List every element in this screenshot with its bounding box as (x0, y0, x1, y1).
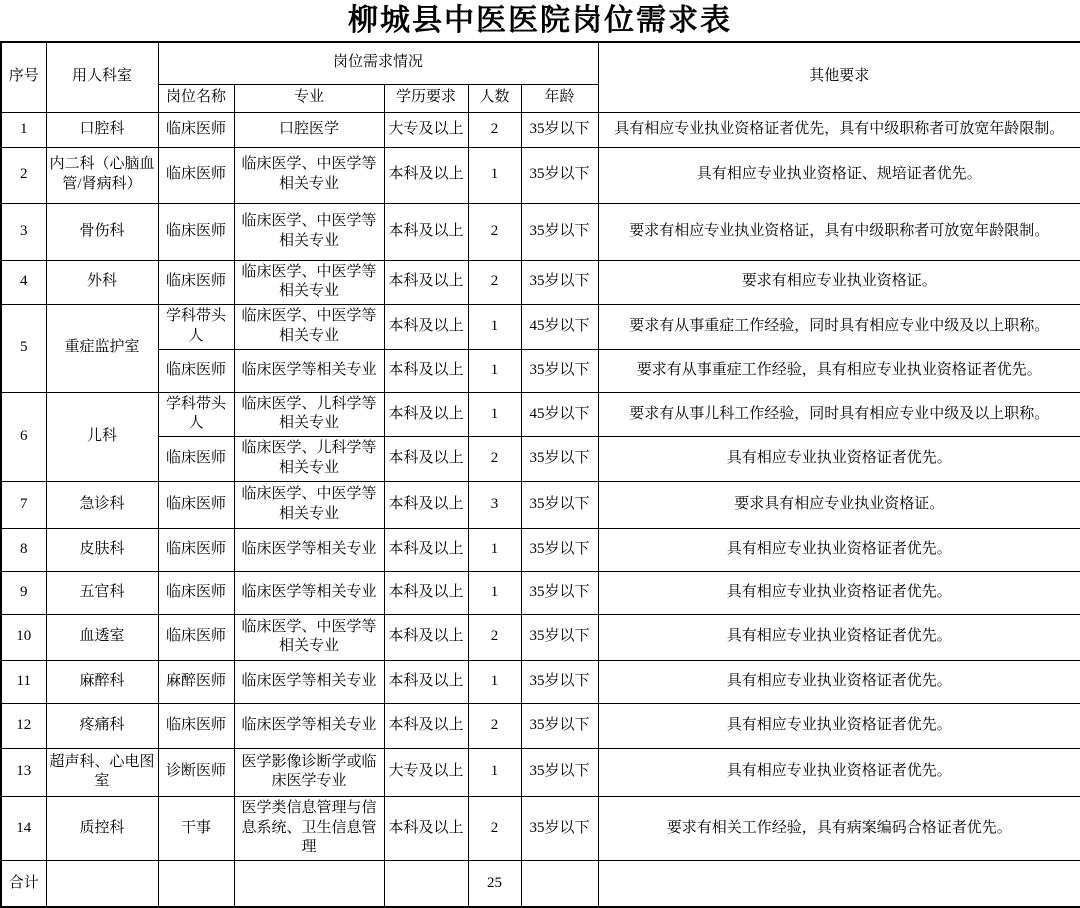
cell-major: 医学类信息管理与信息系统、卫生信息管理 (234, 796, 384, 860)
cell-age: 45岁以下 (521, 392, 598, 437)
cell-seq: 13 (1, 748, 46, 796)
cell-dept: 内二科（心脑血管/肾病科） (46, 147, 158, 203)
cell-dept: 质控科 (46, 796, 158, 860)
table-row (1, 112, 1080, 147)
cell-requirements: 具有相应专业执业资格证、规培证者优先。 (598, 147, 1080, 203)
header-post-name: 岗位名称 (158, 84, 234, 112)
table-row (1, 660, 1080, 703)
cell-education: 本科及以上 (384, 305, 468, 350)
cell-requirements: 具有相应专业执业资格证者优先。 (598, 748, 1080, 796)
cell-major: 临床医学、中医学等相关专业 (234, 481, 384, 528)
table-row (1, 703, 1080, 748)
cell-count: 2 (468, 703, 521, 748)
cell-requirements: 具有相应专业执业资格证者优先。 (598, 614, 1080, 660)
cell-post: 临床医师 (158, 528, 234, 571)
cell-major: 临床医学、中医学等相关专业 (234, 260, 384, 305)
total-row (1, 861, 1080, 907)
cell-count: 2 (468, 112, 521, 147)
table-footer (1, 861, 1080, 907)
cell-education: 本科及以上 (384, 614, 468, 660)
cell-major: 临床医学、儿科学等相关专业 (234, 392, 384, 437)
table-header (1, 42, 1080, 112)
header-major: 专业 (234, 84, 384, 112)
cell-age: 35岁以下 (521, 112, 598, 147)
cell-requirements: 具有相应专业执业资格证者优先。 (598, 437, 1080, 482)
cell-major: 临床医学、儿科学等相关专业 (234, 437, 384, 482)
cell-seq: 4 (1, 260, 46, 305)
cell-requirements: 要求有从事儿科工作经验，同时具有相应专业中级及以上职称。 (598, 392, 1080, 437)
cell-age: 35岁以下 (521, 260, 598, 305)
cell-dept: 口腔科 (46, 112, 158, 147)
cell-count: 1 (468, 528, 521, 571)
table-body (1, 112, 1080, 861)
cell-count: 1 (468, 571, 521, 614)
cell-dept: 疼痛科 (46, 703, 158, 748)
cell-dept: 急诊科 (46, 481, 158, 528)
cell-count: 2 (468, 796, 521, 860)
table-row (1, 571, 1080, 614)
cell-education: 本科及以上 (384, 481, 468, 528)
cell-age: 35岁以下 (521, 614, 598, 660)
cell-age: 35岁以下 (521, 703, 598, 748)
cell-major: 临床医学等相关专业 (234, 703, 384, 748)
cell-major: 临床医学等相关专业 (234, 349, 384, 392)
cell-major: 临床医学、中医学等相关专业 (234, 305, 384, 350)
cell-major: 医学影像诊断学或临床医学专业 (234, 748, 384, 796)
cell-dept: 麻醉科 (46, 660, 158, 703)
cell-post: 诊断医师 (158, 748, 234, 796)
cell-seq: 1 (1, 112, 46, 147)
cell-seq: 2 (1, 147, 46, 203)
cell-education: 大专及以上 (384, 748, 468, 796)
cell-major: 临床医学等相关专业 (234, 528, 384, 571)
header-seq: 序号 (1, 42, 46, 112)
cell-count: 2 (468, 203, 521, 260)
table-row (1, 528, 1080, 571)
cell-dept: 外科 (46, 260, 158, 305)
cell-requirements: 要求有相应专业执业资格证，具有中级职称者可放宽年龄限制。 (598, 203, 1080, 260)
cell-post: 临床医师 (158, 703, 234, 748)
cell-age: 35岁以下 (521, 481, 598, 528)
cell-requirements: 要求有相关工作经验，具有病案编码合格证者优先。 (598, 796, 1080, 860)
table-row (1, 796, 1080, 860)
cell-post: 临床医师 (158, 203, 234, 260)
cell-post: 临床医师 (158, 614, 234, 660)
cell-seq: 7 (1, 481, 46, 528)
cell-post: 临床医师 (158, 571, 234, 614)
cell-seq: 11 (1, 660, 46, 703)
cell-dept: 血透室 (46, 614, 158, 660)
cell-seq: 5 (1, 305, 46, 393)
cell-education: 本科及以上 (384, 203, 468, 260)
cell-major: 临床医学、中医学等相关专业 (234, 203, 384, 260)
cell-age: 35岁以下 (521, 660, 598, 703)
cell-requirements: 具有相应专业执业资格证者优先。 (598, 660, 1080, 703)
cell-seq: 3 (1, 203, 46, 260)
cell-education: 本科及以上 (384, 571, 468, 614)
cell-seq: 9 (1, 571, 46, 614)
cell-age: 35岁以下 (521, 437, 598, 482)
cell-post: 临床医师 (158, 147, 234, 203)
cell-dept: 皮肤科 (46, 528, 158, 571)
cell-count: 3 (468, 481, 521, 528)
cell-count: 2 (468, 437, 521, 482)
cell-post: 干事 (158, 796, 234, 860)
cell-age: 35岁以下 (521, 528, 598, 571)
cell-post: 临床医师 (158, 349, 234, 392)
cell-requirements: 要求有从事重症工作经验，同时具有相应专业中级及以上职称。 (598, 305, 1080, 350)
cell-seq: 12 (1, 703, 46, 748)
table-row (1, 349, 1080, 392)
cell-age: 35岁以下 (521, 349, 598, 392)
cell-requirements: 具有相应专业执业资格证者优先。 (598, 703, 1080, 748)
total-major-empty (234, 861, 384, 907)
cell-education: 本科及以上 (384, 392, 468, 437)
cell-requirements: 具有相应专业执业资格证者优先。 (598, 571, 1080, 614)
total-label: 合计 (1, 861, 46, 907)
cell-major: 临床医学、中医学等相关专业 (234, 614, 384, 660)
cell-major: 临床医学、中医学等相关专业 (234, 147, 384, 203)
table-row (1, 392, 1080, 437)
table-row (1, 203, 1080, 260)
header-education: 学历要求 (384, 84, 468, 112)
cell-post: 学科带头人 (158, 392, 234, 437)
total-post-empty (158, 861, 234, 907)
cell-count: 1 (468, 147, 521, 203)
cell-requirements: 要求具有相应专业执业资格证。 (598, 481, 1080, 528)
table-row (1, 437, 1080, 482)
header-dept: 用人科室 (46, 42, 158, 112)
cell-seq: 6 (1, 392, 46, 481)
cell-post: 学科带头人 (158, 305, 234, 350)
job-requirements-table (0, 41, 1080, 908)
cell-education: 本科及以上 (384, 147, 468, 203)
table-row (1, 147, 1080, 203)
cell-dept: 儿科 (46, 392, 158, 481)
cell-dept: 超声科、心电图室 (46, 748, 158, 796)
cell-education: 大专及以上 (384, 112, 468, 147)
cell-requirements: 具有相应专业执业资格证者优先。 (598, 528, 1080, 571)
cell-requirements: 具有相应专业执业资格证者优先，具有中级职称者可放宽年龄限制。 (598, 112, 1080, 147)
cell-age: 35岁以下 (521, 203, 598, 260)
page-title: 柳城县中医医院岗位需求表 (348, 4, 732, 37)
cell-requirements: 要求有从事重症工作经验，具有相应专业执业资格证者优先。 (598, 349, 1080, 392)
cell-seq: 14 (1, 796, 46, 860)
table-row (1, 481, 1080, 528)
cell-count: 2 (468, 260, 521, 305)
table-row (1, 614, 1080, 660)
total-dept-empty (46, 861, 158, 907)
total-edu-empty (384, 861, 468, 907)
cell-seq: 8 (1, 528, 46, 571)
cell-education: 本科及以上 (384, 349, 468, 392)
cell-education: 本科及以上 (384, 796, 468, 860)
cell-education: 本科及以上 (384, 703, 468, 748)
cell-major: 口腔医学 (234, 112, 384, 147)
cell-age: 35岁以下 (521, 796, 598, 860)
cell-post: 麻醉医师 (158, 660, 234, 703)
header-demand-group: 岗位需求情况 (158, 42, 598, 84)
header-other-requirements: 其他要求 (598, 42, 1080, 112)
cell-education: 本科及以上 (384, 260, 468, 305)
cell-age: 35岁以下 (521, 571, 598, 614)
cell-age: 35岁以下 (521, 748, 598, 796)
cell-major: 临床医学等相关专业 (234, 571, 384, 614)
table-row (1, 748, 1080, 796)
table-row (1, 260, 1080, 305)
cell-education: 本科及以上 (384, 528, 468, 571)
total-count: 25 (468, 861, 521, 907)
cell-count: 1 (468, 660, 521, 703)
cell-education: 本科及以上 (384, 437, 468, 482)
cell-seq: 10 (1, 614, 46, 660)
total-req-empty (598, 861, 1080, 907)
cell-post: 临床医师 (158, 481, 234, 528)
cell-post: 临床医师 (158, 260, 234, 305)
cell-count: 1 (468, 392, 521, 437)
cell-age: 45岁以下 (521, 305, 598, 350)
table-row (1, 305, 1080, 350)
cell-dept: 五官科 (46, 571, 158, 614)
cell-count: 1 (468, 305, 521, 350)
header-age: 年龄 (521, 84, 598, 112)
cell-requirements: 要求有相应专业执业资格证。 (598, 260, 1080, 305)
cell-count: 1 (468, 748, 521, 796)
cell-post: 临床医师 (158, 437, 234, 482)
cell-count: 1 (468, 349, 521, 392)
cell-dept: 骨伤科 (46, 203, 158, 260)
cell-post: 临床医师 (158, 112, 234, 147)
cell-major: 临床医学等相关专业 (234, 660, 384, 703)
cell-count: 2 (468, 614, 521, 660)
total-age-empty (521, 861, 598, 907)
cell-age: 35岁以下 (521, 147, 598, 203)
header-count: 人数 (468, 84, 521, 112)
cell-dept: 重症监护室 (46, 305, 158, 393)
cell-education: 本科及以上 (384, 660, 468, 703)
